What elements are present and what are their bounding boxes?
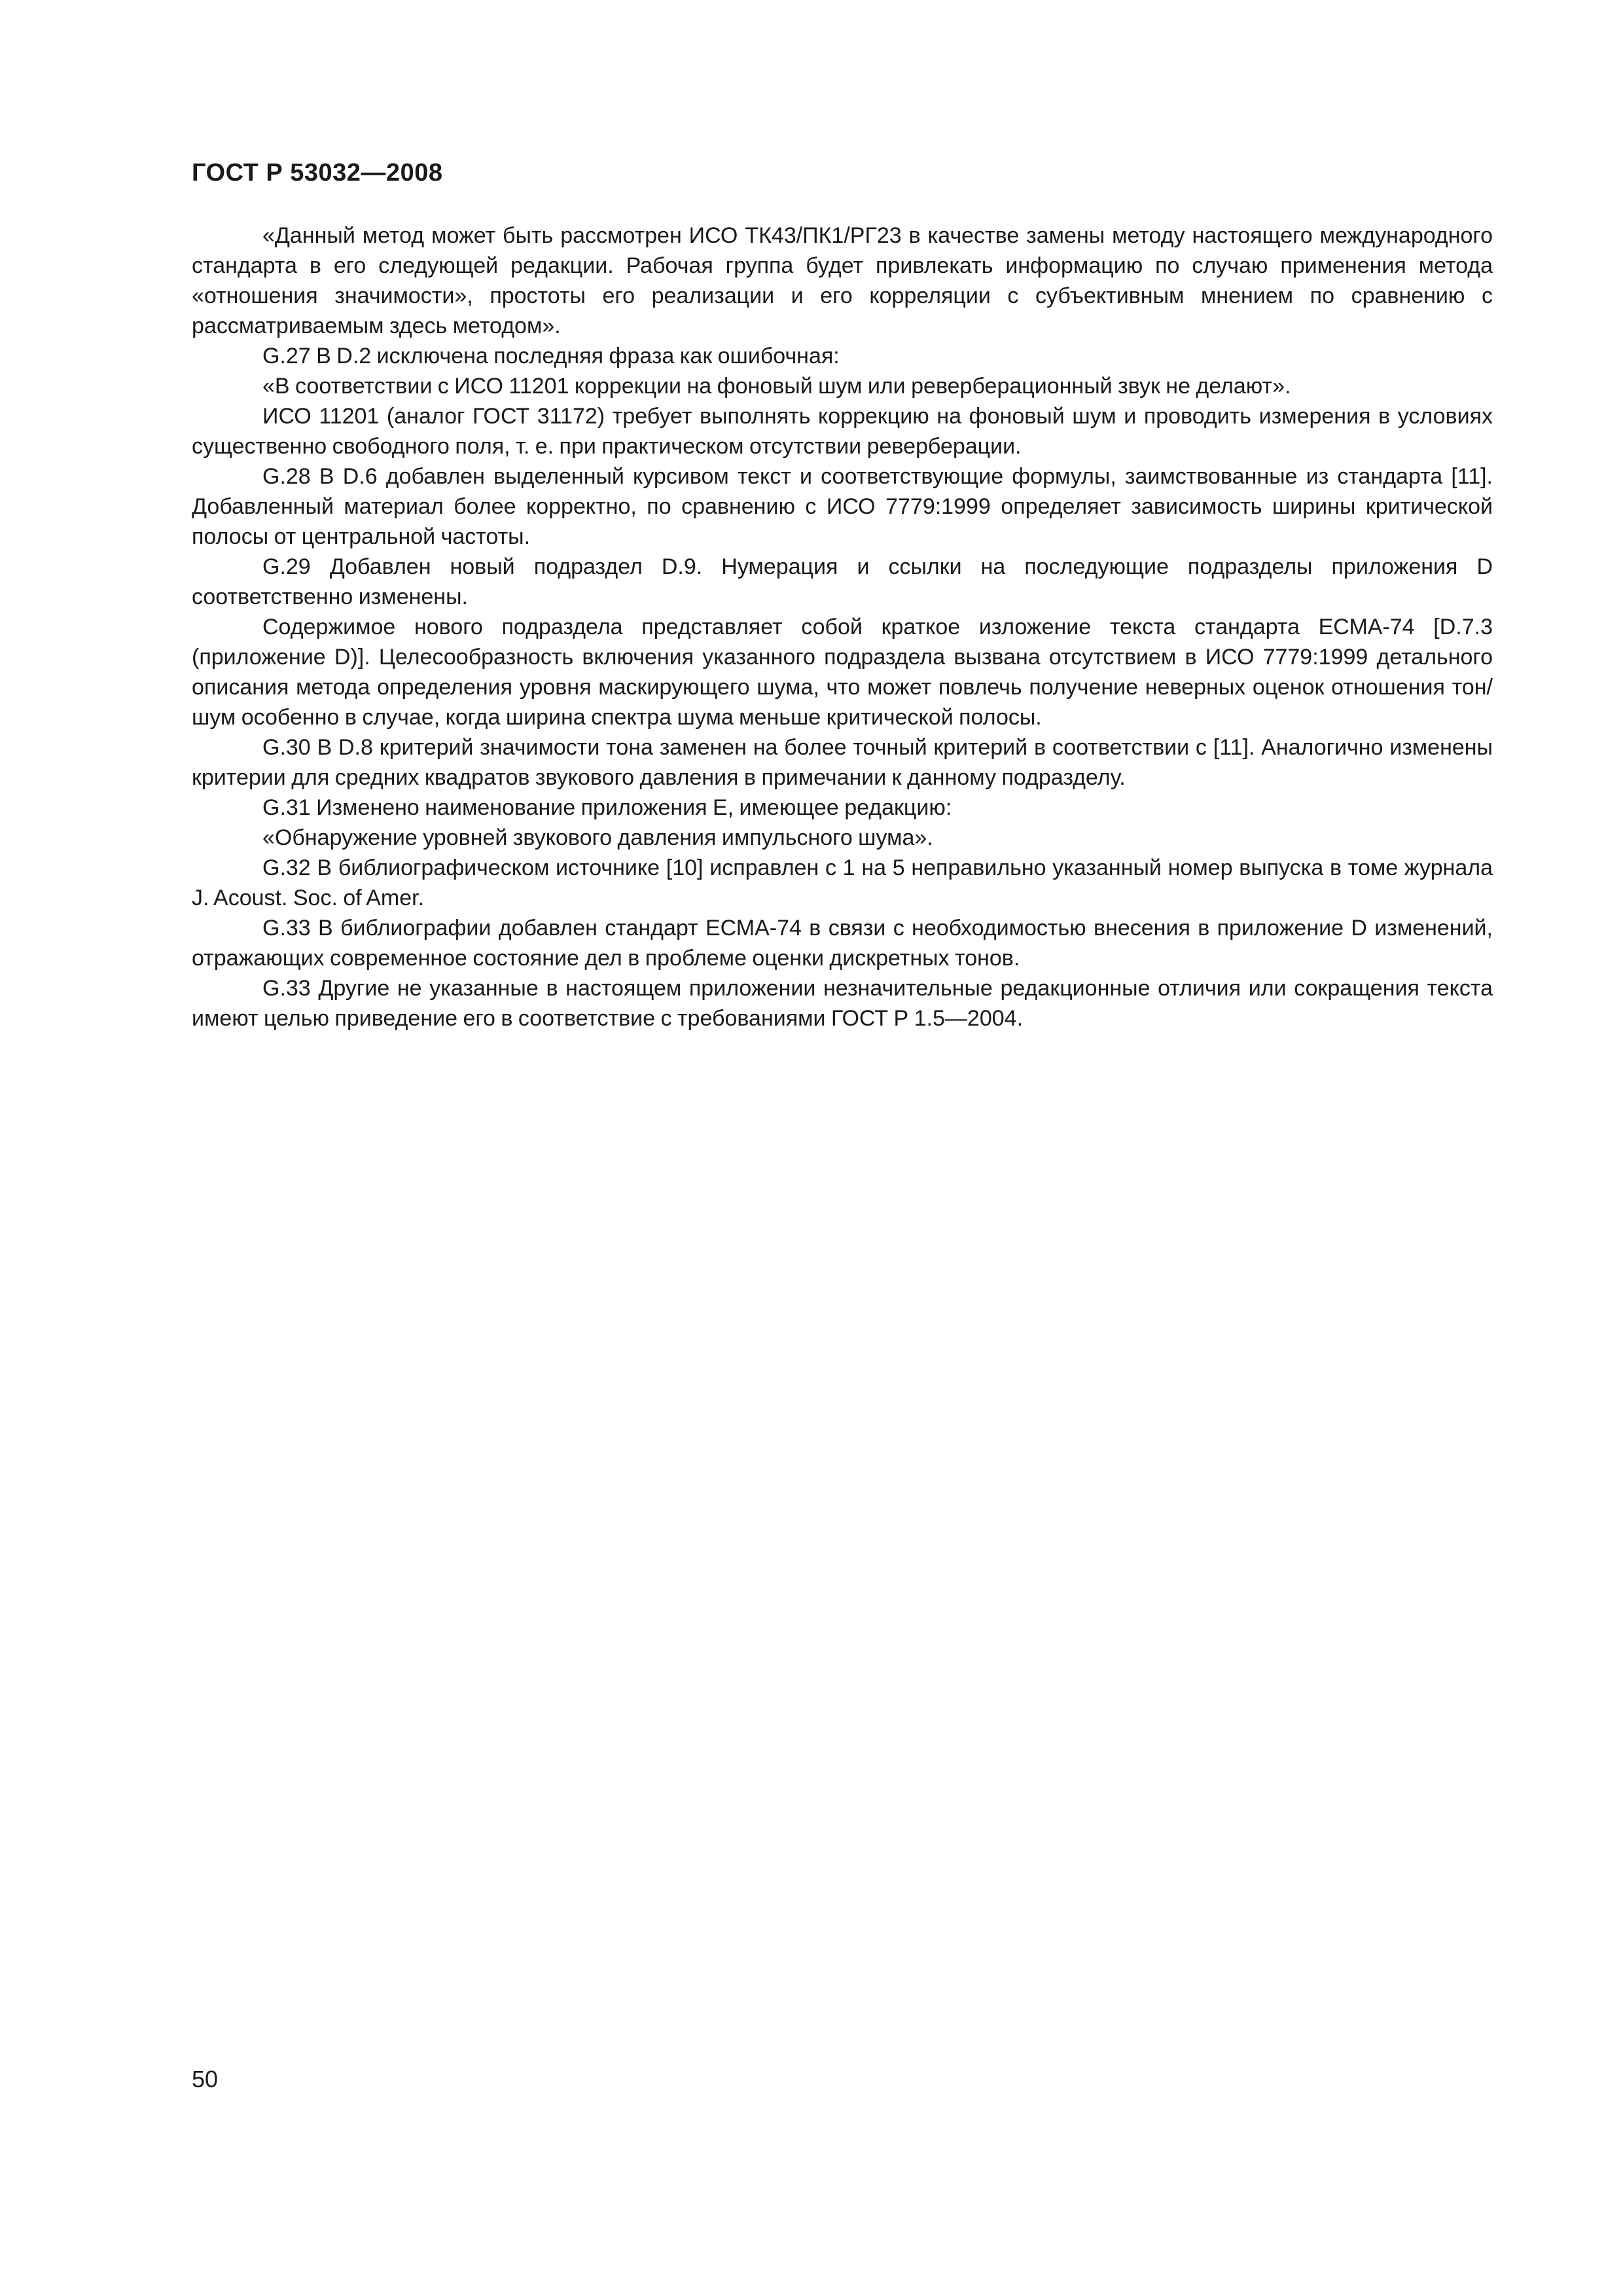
document-code-header: ГОСТ Р 53032—2008 [192, 159, 443, 187]
paragraph-g33-other: G.33 Другие не указанные в настоящем приложении незначительные редакционные отличия или сокращения текста имеют целью приведение его в соответствие с требованиями ГОСТ Р 1.5—2004. [192, 976, 1493, 1031]
paragraph-g31-quote: «Обнаружение уровней звукового давления импульсного шума». [262, 825, 933, 850]
paragraph-g30: G.30 В D.8 критерий значимости тона заменен на более точный критерий в соответствии с [11]. Аналогично изменены критерии для средних квадратов звукового давления в примечании к данному подразделу. [192, 735, 1493, 790]
paragraph-quote-method: «Данный метод может быть рассмотрен ИСО ТК43/ПК1/РГ23 в качестве замены методу настоящего международного стандарта в его следующей редакции. Рабочая группа будет привлекать информацию по случаю применения метода «отношения значимости», простоты его реализации и его корреляции с субъективным мнением по сравнению с рассматриваемым здесь методом». [192, 223, 1493, 338]
paragraph-g29-content: Содержимое нового подраздела представляет собой краткое изложение текста стандарта ЕСМА-74 [D.7.3 (приложение D)]. Целесообразность включения указанного подраздела вызвана отсутствием в ИСО 7779:1999 детального описания метода определения уровня маскирующего шума, что может повлечь получение неверных оценок отношения тон/шум особенно в случае, когда ширина спектра шума меньше критической полосы. [192, 615, 1493, 730]
page-number: 50 [192, 2066, 219, 2092]
paragraph-g27: G.27 В D.2 исключена последняя фраза как ошибочная: [262, 344, 840, 368]
paragraph-g29: G.29 Добавлен новый подраздел D.9. Нумерация и ссылки на последующие подразделы приложения D соответственно изменены. [192, 554, 1493, 609]
paragraph-g33-ecma: G.33 В библиографии добавлен стандарт ЕСМА-74 в связи с необходимостью внесения в приложение D изменений, отражающих современное состояние дел в проблеме оценки дискретных тонов. [192, 916, 1493, 971]
paragraph-g28: G.28 В D.6 добавлен выделенный курсивом текст и соответствующие формулы, заимствованные из стандарта [11]. Добавленный материал более корректно, по сравнению с ИСО 7779:1999 определяет зависимость ширины критической полосы от центральной частоты. [192, 464, 1493, 549]
paragraph-g31: G.31 Изменено наименование приложения Е, имеющее редакцию: [262, 795, 952, 820]
paragraph-g32: G.32 В библиографическом источнике [10] исправлен с 1 на 5 неправильно указанный номер выпуска в томе журнала J. Acoust. Soc. of Amer. [192, 855, 1493, 910]
document-body [192, 221, 1493, 1033]
paragraph-g27-quote: «В соответствии с ИСО 11201 коррекции на фоновый шум или реверберационный звук не делают». [262, 374, 1291, 399]
paragraph-iso-11201: ИСО 11201 (аналог ГОСТ 31172) требует выполнять коррекцию на фоновый шум и проводить измерения в условиях существенно свободного поля, т. е. при практическом отсутствии реверберации. [192, 404, 1493, 459]
